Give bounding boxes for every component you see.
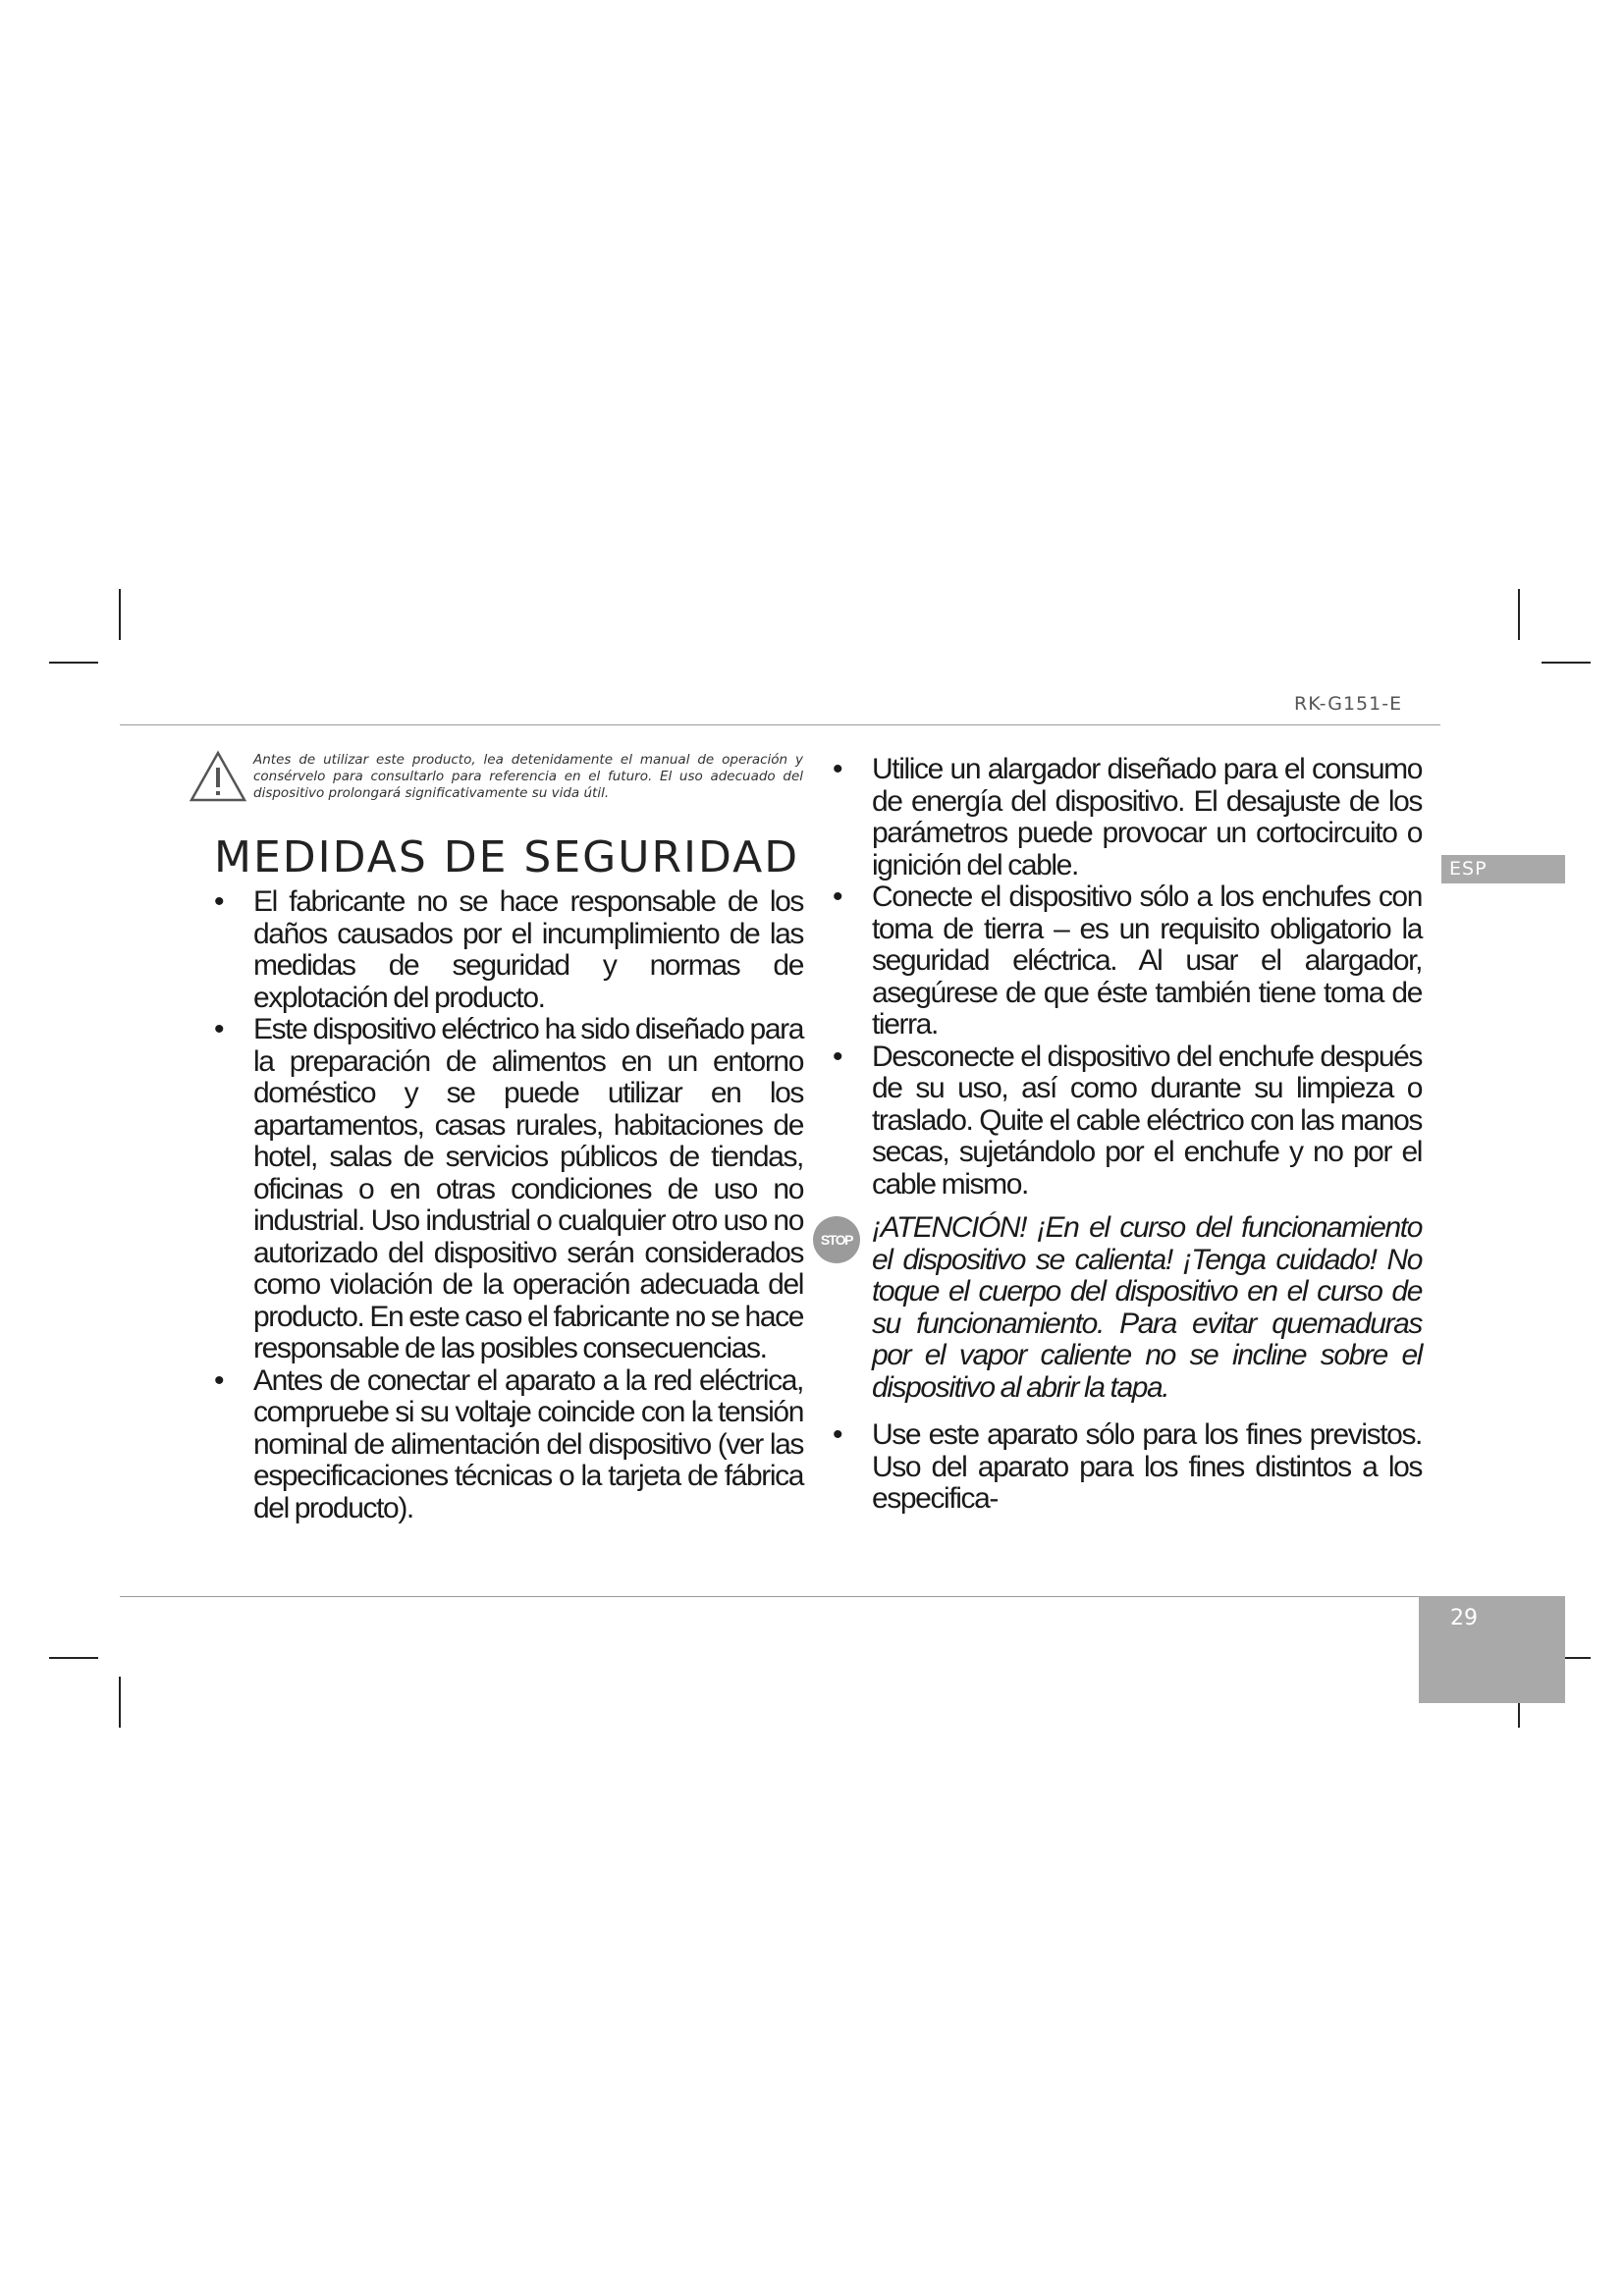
crop-mark bbox=[1542, 662, 1591, 664]
bullet: • bbox=[214, 1363, 224, 1397]
list-item: • Antes de conectar el aparato a la red eléctrica, compruebe si su voltaje coincide con la tensión nominal de alimentación del dispositivo (ver las especificaciones técnicas o la tarjeta de fábrica del producto). bbox=[214, 1363, 803, 1524]
crop-mark bbox=[49, 662, 98, 664]
list-item: • Use este aparato sólo para los fines previstos. Uso del aparato para los fines distintos a los especifica- bbox=[833, 1418, 1422, 1515]
crop-mark bbox=[49, 1657, 98, 1659]
list-item: • Conecte el dispositivo sólo a los enchufes con toma de tierra – es un requisito obligatorio la seguridad eléctrica. Al usar el alargador, asegúrese de que éste también tiene toma de tierra. bbox=[833, 881, 1422, 1041]
intro-warning-text: Antes de utilizar este producto, lea detenidamente el manual de operación y consérvelo para consultarlo para referencia en el futuro. El uso adecuado del dispositivo prolongará significativamente su vida útil. bbox=[253, 752, 803, 801]
crop-mark bbox=[1518, 589, 1520, 640]
crop-mark bbox=[119, 589, 121, 640]
crop-mark bbox=[119, 1677, 121, 1728]
list-item: • El fabricante no se hace responsable de los daños causados por el incumplimiento de las medidas de seguridad y normas de explotación del producto. bbox=[214, 885, 803, 1014]
warning-icon bbox=[189, 750, 247, 803]
bullet: • bbox=[833, 881, 842, 913]
page-title: MEDIDAS DE SEGURIDAD bbox=[214, 832, 800, 882]
stop-icon: STOP bbox=[813, 1216, 860, 1263]
footer-rule bbox=[120, 1596, 1440, 1597]
right-column bbox=[820, 753, 1422, 1516]
bullet: • bbox=[833, 1418, 842, 1451]
list-item: • Desconecte el dispositivo del enchufe después de su uso, así como durante su limpieza o traslado. Quite el cable eléctrico con las manos secas, sujetándolo por el enchufe y no por el cable mismo. bbox=[833, 1040, 1422, 1201]
bullet: • bbox=[833, 753, 842, 785]
bullet: • bbox=[214, 1013, 224, 1045]
left-column bbox=[214, 886, 803, 1524]
language-tab: ESP bbox=[1441, 855, 1565, 883]
attention-notice: STOP ¡ATENCIÓN! ¡En el curso del funcionamiento el dispositivo se calienta! ¡Tenga cuidado! No toque el cuerpo del dispositivo en el curso de su funcionamiento. Para evitar quemaduras por el vapor caliente no se incline sobre el dispositivo al abrir la tapa. bbox=[833, 1212, 1422, 1404]
bullet: • bbox=[833, 1040, 842, 1073]
model-number: RK-G151-E bbox=[1294, 693, 1403, 715]
list-item: • Utilice un alargador diseñado para el consumo de energía del dispositivo. El desajuste de los parámetros puede provocar un cortocircuito o ignición del cable. bbox=[833, 753, 1422, 881]
header-rule bbox=[120, 724, 1440, 725]
list-item: • Este dispositivo eléctrico ha sido diseñado para la preparación de alimentos en un entorno doméstico y se puede utilizar en los apartamentos, casas rurales, habitaciones de hotel, salas de servicios públicos de tiendas, oficinas o en otras condiciones de uso no industrial. Uso industrial o cualquier otro uso no autorizado del dispositivo serán considerados como violación de la operación adecuada del producto. En este caso el fabricante no se hace responsable de las posibles consecuencias. bbox=[214, 1013, 803, 1364]
page-number: 29 bbox=[1419, 1596, 1565, 1703]
bullet: • bbox=[214, 885, 224, 918]
